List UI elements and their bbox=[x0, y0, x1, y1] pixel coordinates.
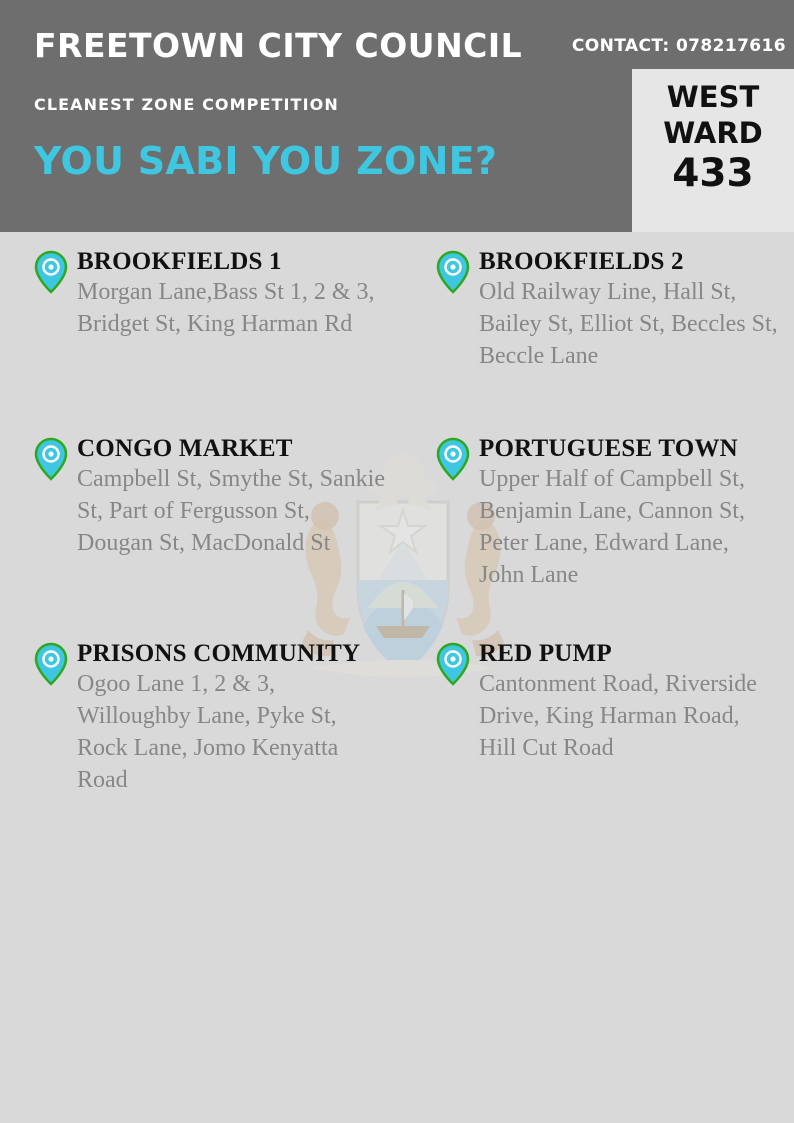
map-pin-icon bbox=[34, 642, 68, 686]
ward-badge bbox=[632, 69, 794, 232]
competition-subtitle: CLEANEST ZONE COMPETITION bbox=[34, 95, 339, 115]
map-pin-icon bbox=[34, 437, 68, 481]
zone-card-congo-market[interactable] bbox=[0, 435, 400, 592]
ward-number: 433 bbox=[672, 150, 754, 196]
zone-name: RED PUMP bbox=[479, 639, 612, 667]
zone-streets: Upper Half of Campbell St, Benjamin Lane, Cannon St, Peter Lane, Edward Lane, John Lane bbox=[479, 466, 745, 588]
zone-row bbox=[0, 640, 794, 797]
row-spacer bbox=[0, 592, 794, 640]
page-header bbox=[0, 0, 794, 232]
zone-list bbox=[0, 232, 794, 797]
map-pin-icon bbox=[436, 437, 470, 481]
zone-streets: Ogoo Lane 1, 2 & 3, Willoughby Lane, Pyke St, Rock Lane, Jomo Kenyatta Road bbox=[77, 671, 339, 793]
zone-name: BROOKFIELDS 2 bbox=[479, 248, 684, 275]
zone-card-brookfields-1[interactable] bbox=[0, 248, 400, 373]
zone-card-prisons-community[interactable] bbox=[0, 640, 400, 797]
zone-card-red-pump[interactable] bbox=[400, 640, 794, 797]
zone-streets: Campbell St, Smythe St, Sankie St, Part of Fergusson St, Dougan St, MacDonald St bbox=[77, 466, 386, 557]
zone-card-brookfields-2[interactable] bbox=[400, 248, 794, 373]
contact-number: CONTACT: 078217616 bbox=[571, 36, 786, 56]
zone-name: CONGO MARKET bbox=[77, 434, 293, 462]
map-pin-icon bbox=[436, 250, 470, 294]
zone-card-portuguese-town[interactable] bbox=[400, 435, 794, 592]
zone-name: BROOKFIELDS 1 bbox=[77, 248, 282, 275]
zone-streets: Old Railway Line, Hall St, Bailey St, Elliot St, Beccles St, Beccle Lane bbox=[479, 279, 778, 370]
zone-streets: Morgan Lane,Bass St 1, 2 & 3, Bridget St, King Harman Rd bbox=[77, 279, 375, 338]
page-title: FREETOWN CITY COUNCIL bbox=[34, 26, 523, 65]
zone-row bbox=[0, 248, 794, 373]
map-pin-icon bbox=[436, 642, 470, 686]
row-spacer bbox=[0, 373, 794, 435]
zone-name: PRISONS COMMUNITY bbox=[77, 639, 361, 667]
map-pin-icon bbox=[34, 250, 68, 294]
zone-row bbox=[0, 435, 794, 592]
campaign-slogan: YOU SABI YOU ZONE? bbox=[34, 139, 498, 184]
zone-streets: Cantonment Road, Riverside Drive, King Harman Road, Hill Cut Road bbox=[479, 671, 757, 761]
zone-name: PORTUGUESE TOWN bbox=[479, 434, 738, 462]
ward-label: WARD bbox=[663, 116, 763, 151]
ward-region: WEST bbox=[666, 80, 760, 114]
